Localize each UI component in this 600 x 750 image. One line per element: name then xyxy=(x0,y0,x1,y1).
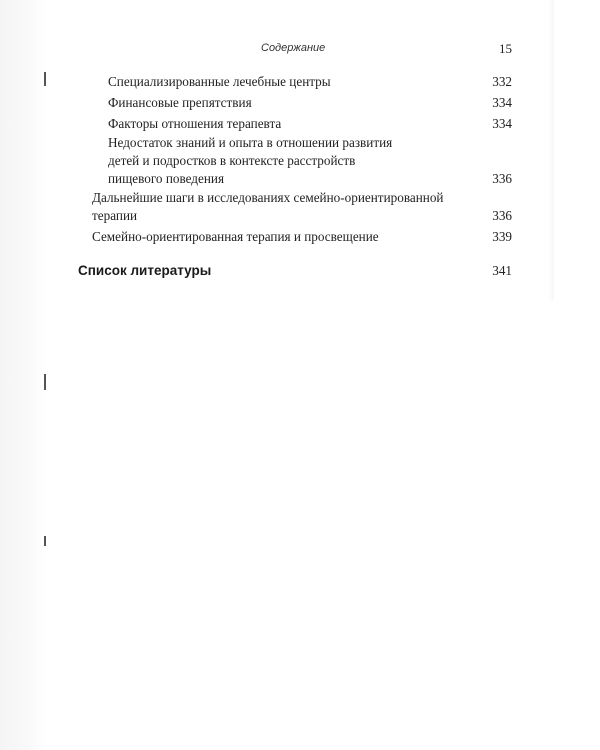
toc-entry-page: 332 xyxy=(492,74,512,89)
toc-entry-title: Список литературы xyxy=(78,263,212,278)
toc-entry-page: 334 xyxy=(492,116,512,131)
scan-mark xyxy=(44,536,46,546)
scan-mark xyxy=(44,72,46,86)
toc-entry-title: Дальнейшие шаги в исследованиях семейно-ориентированной терапии xyxy=(92,190,444,223)
toc-entry-title: Специализированные лечебные центры xyxy=(108,74,331,89)
running-head xyxy=(0,42,600,58)
toc-entry-title: Семейно-ориентированная терапия и просвещение xyxy=(92,229,379,244)
toc-entry-page: 339 xyxy=(492,229,512,244)
running-title: Содержание xyxy=(261,42,326,54)
scan-left-edge xyxy=(0,0,46,750)
page-number: 15 xyxy=(499,41,512,56)
toc-entry-page: 334 xyxy=(492,95,512,110)
toc-entry-page: 336 xyxy=(492,171,512,186)
toc-entry-title: Недостаток знаний и опыта в отношении развития детей и подростков в контексте расстройств пищевого поведения xyxy=(108,135,393,186)
toc-entry-page: 336 xyxy=(492,208,512,223)
toc-entry-page: 341 xyxy=(492,263,512,278)
scan-mark xyxy=(44,374,46,390)
toc-entry-title: Факторы отношения терапевта xyxy=(108,116,282,131)
toc-entry-title: Финансовые препятствия xyxy=(108,95,252,110)
